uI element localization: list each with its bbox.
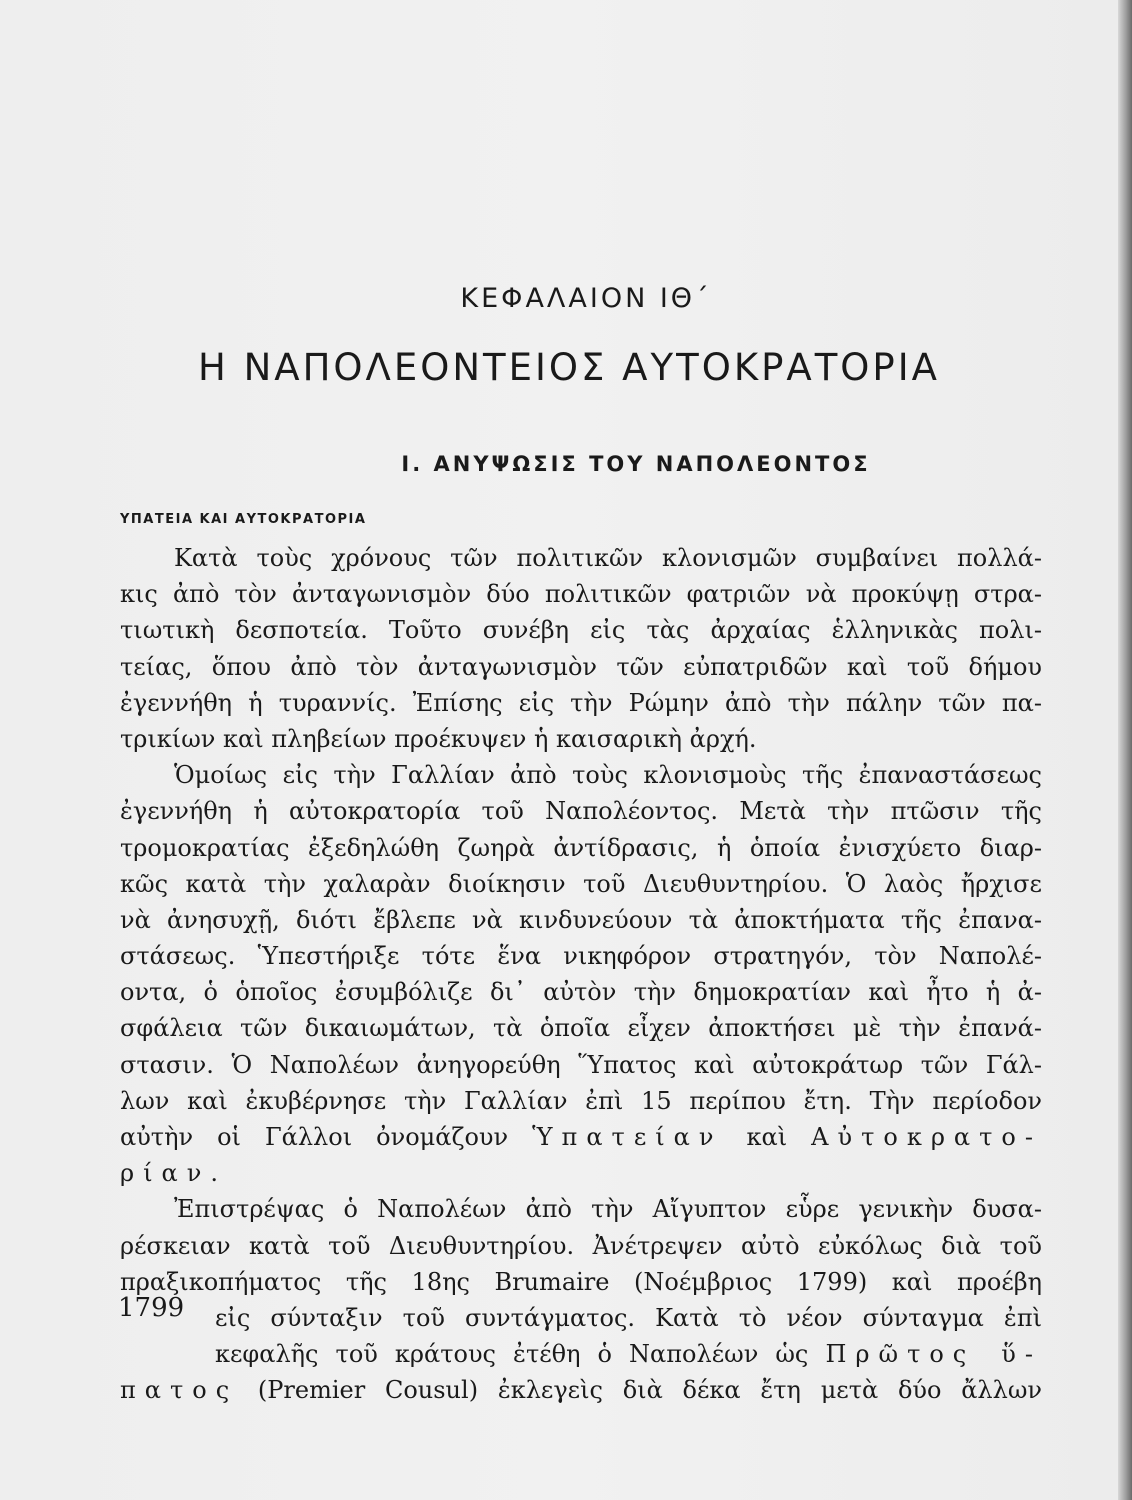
text-line: εἰς σύνταξιν τοῦ συντάγματος. Κατὰ τὸ νέον σύνταγμα ἐπὶ [215,1303,1042,1332]
spaced-term: πατος [120,1376,239,1405]
text-line [120,1155,1042,1191]
text-line: Ἐπιστρέψας ὁ Ναπολέων ἀπὸ τὴν Αἴγυπτον εὗρε γενικὴν δυσα- [174,1195,1042,1224]
spaced-term: ρίαν. [120,1159,227,1188]
text-segment: (Premier Cousul) ἐκλεγεὶς διὰ δέκα ἔτη μετὰ δύο ἄλλων [257,1376,1042,1405]
text-line: τιωτικὴ δεσποτεία. Τοῦτο συνέβη εἰς τὰς ἀρχαίας ἑλληνικὰς πολι- [120,616,1042,645]
text-line: λων καὶ ἐκυβέρνησε τὴν Γαλλίαν ἐπὶ 15 περίπου ἔτη. Τὴν περίοδον [120,1086,1042,1115]
text-line: τείας, ὅπου ἀπὸ τὸν ἀνταγωνισμὸν τῶν εὐπατριδῶν καὶ τοῦ δήμου [120,652,1042,681]
text-line: ρέσκειαν κατὰ τοῦ Διευθυντηρίου. Ἀνέτρεψεν αὐτὸ εὐκόλως διὰ τοῦ [120,1231,1042,1260]
text-line: κῶς κατὰ τὴν χαλαρὰν διοίκησιν τοῦ Διευθυντηρίου. Ὁ λαὸς ἤρχισε [120,869,1042,898]
text-segment: καὶ [746,1123,788,1151]
text-line: στασιν. Ὁ Ναπολέων ἀνηγορεύθη Ὕπατος καὶ αὐτοκράτωρ τῶν Γάλ- [120,1050,1042,1079]
text-line: πραξικοπήματος τῆς 18ης Brumaire (Νοέμβριος 1799) καὶ προέβη [120,1267,1042,1296]
text-line: νὰ ἀνησυχῇ, διότι ἔβλεπε νὰ κινδυνεύουν τὰ ἀποκτήματα τῆς ἐπανα- [120,905,1042,934]
spaced-term: Αὐτοκρατο- [811,1123,1042,1151]
section-heading: Ι. ΑΝΥΨΩΣΙΣ ΤΟΥ ΝΑΠΟΛΕΟΝΤΟΣ [401,452,871,476]
text-line: οντα, ὁ ὁποῖος ἐσυμβόλιζε δι᾿ αὐτὸν τὴν δημοκρατίαν καὶ ἦτο ἡ ἀ- [120,978,1042,1007]
text-line: κις ἀπὸ τὸν ἀνταγωνισμὸν δύο πολιτικῶν φατριῶν νὰ προκύψῃ στρα- [120,580,1042,609]
sub-heading: ΥΠΑΤΕΙΑ ΚΑΙ ΑΥΤΟΚΡΑΤΟΡΙΑ [120,512,367,527]
body-text [120,540,1042,1409]
text-line: τρομοκρατίας ἐξεδηλώθη ζωηρὰ ἀντίδρασις, ἡ ὁποία ἐνισχύετο διαρ- [120,833,1042,862]
margin-year-note: 1799 [118,1293,185,1323]
text-segment: αὐτὴν οἱ Γάλλοι ὀνομάζουν [120,1123,509,1151]
text-line: ἐγεννήθη ἡ τυραννίς. Ἐπίσης εἰς τὴν Ρώμην ἀπὸ τὴν πάλην τῶν πα- [120,688,1042,717]
spaced-term: Ὑπατείαν [532,1123,723,1151]
chapter-label: ΚΕΦΑΛΑΙΟΝ ΙΘ΄ [460,283,712,314]
chapter-title: Η ΝΑΠΟΛΕΟΝΤΕΙΟΣ ΑΥΤΟΚΡΑΤΟΡΙΑ [198,346,940,389]
spaced-term: Πρῶτος ὕ- [825,1340,1042,1369]
page-binding-edge [1118,0,1132,1500]
text-segment: κεφαλῆς τοῦ κράτους ἐτέθη ὁ Ναπολέων ὡς [215,1340,809,1369]
text-line: ἐγεννήθη ἡ αὐτοκρατορία τοῦ Ναπολέοντος. Μετὰ τὴν πτῶσιν τῆς [120,797,1042,826]
text-line [120,1336,1042,1372]
text-line: σφάλεια τῶν δικαιωμάτων, τὰ ὁποῖα εἶχεν ἀποκτήσει μὲ τὴν ἐπανά- [120,1014,1042,1043]
text-line: Ὁμοίως εἰς τὴν Γαλλίαν ἀπὸ τοὺς κλονισμοὺς τῆς ἐπαναστάσεως [174,761,1042,790]
text-line [120,1119,1042,1155]
text-line: στάσεως. Ὑπεστήριξε τότε ἕνα νικηφόρον στρατηγόν, τὸν Ναπολέ- [120,942,1042,971]
text-line: Κατὰ τοὺς χρόνους τῶν πολιτικῶν κλονισμῶν συμβαίνει πολλά- [174,544,1042,572]
text-line [120,1372,1042,1408]
text-line: τρικίων καὶ πληβείων προέκυψεν ἡ καισαρικὴ ἀρχή. [120,724,757,753]
